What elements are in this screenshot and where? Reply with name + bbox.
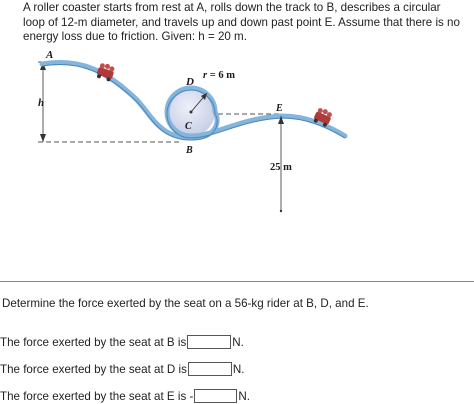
- label-h: h: [38, 97, 45, 109]
- label-A: A: [46, 49, 54, 61]
- label-C: C: [185, 121, 192, 132]
- answer-row-E: [0, 388, 250, 404]
- answer-B-input[interactable]: [187, 335, 231, 349]
- answer-D-unit: N.: [232, 362, 245, 376]
- answer-E-prefix: The force exerted by the seat at E is -: [0, 389, 194, 403]
- answer-B-unit: N.: [232, 335, 244, 349]
- answer-E-input[interactable]: [194, 389, 237, 403]
- answer-D-input[interactable]: [188, 362, 232, 376]
- answer-B-prefix: The force exerted by the seat at B is: [0, 335, 187, 349]
- question-text: Determine the force exerted by the seat on a 56-kg rider at B, D, and E.: [2, 297, 369, 310]
- section-divider: [0, 281, 474, 282]
- label-25m: 25 m: [270, 162, 292, 173]
- answer-E-unit: N.: [238, 389, 250, 403]
- label-radius: r = 6 m: [203, 70, 235, 81]
- label-E: E: [276, 103, 283, 114]
- answer-row-D: [0, 361, 244, 377]
- label-B: B: [186, 145, 193, 156]
- label-D: D: [186, 76, 194, 88]
- problem-statement: A roller coaster starts from rest at A, rolls down the track to B, describes a circular loop of 12-m diameter, and travels up and down past point E. Assume that there is no energy loss due to friction. Given: h = 20 m.: [23, 1, 460, 43]
- answer-row-B: [0, 334, 244, 350]
- answer-D-prefix: The force exerted by the seat at D is: [0, 362, 187, 376]
